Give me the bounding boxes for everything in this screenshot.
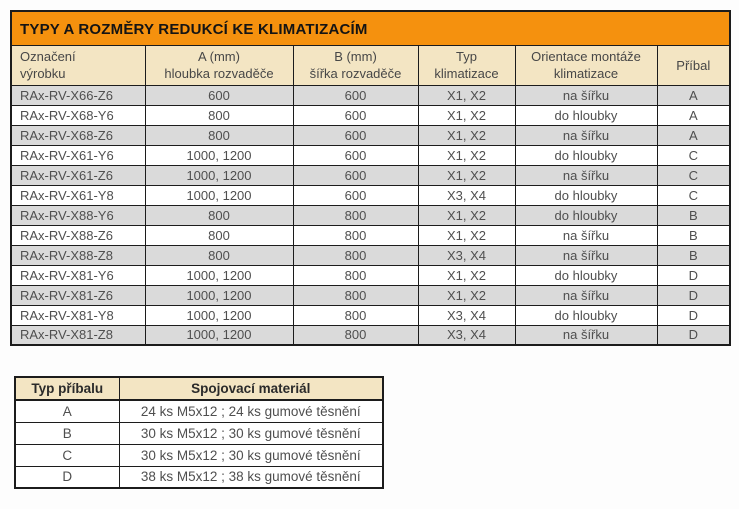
header-line: šířka rozvaděče: [309, 66, 402, 81]
orientation-cell: na šířku: [515, 85, 657, 105]
package-type-cell: A: [15, 400, 119, 422]
header-line: Příbal: [676, 57, 711, 73]
ac-type-cell: X1, X2: [418, 285, 515, 305]
column-header-width-b: [293, 45, 418, 85]
header-line: Označení: [20, 49, 76, 64]
connecting-material-cell: 24 ks M5x12 ; 24 ks gumové těsnění: [119, 400, 383, 422]
product-code-cell: RAx-RV-X81-Z6: [11, 285, 145, 305]
depth-a-cell: 1000, 1200: [145, 285, 293, 305]
header-line: A (mm): [198, 49, 240, 64]
ac-type-cell: X3, X4: [418, 325, 515, 345]
width-b-cell: 600: [293, 105, 418, 125]
orientation-cell: do hloubky: [515, 185, 657, 205]
package-type-cell: D: [15, 466, 119, 488]
depth-a-cell: 800: [145, 245, 293, 265]
header-line: B (mm): [334, 49, 377, 64]
ac-type-cell: X1, X2: [418, 145, 515, 165]
package-type-cell: A: [657, 125, 730, 145]
package-type-cell: B: [657, 245, 730, 265]
product-code-cell: RAx-RV-X88-Y6: [11, 205, 145, 225]
product-code-cell: RAx-RV-X61-Y6: [11, 145, 145, 165]
connecting-material-cell: 38 ks M5x12 ; 38 ks gumové těsnění: [119, 466, 383, 488]
product-code-cell: RAx-RV-X68-Z6: [11, 125, 145, 145]
column-header-ac-type: [418, 45, 515, 85]
package-type-cell: C: [15, 444, 119, 466]
orientation-cell: do hloubky: [515, 205, 657, 225]
orientation-cell: do hloubky: [515, 265, 657, 285]
header-line: klimatizace: [434, 66, 499, 81]
table-row: [11, 145, 730, 165]
depth-a-cell: 1000, 1200: [145, 265, 293, 285]
orientation-cell: na šířku: [515, 125, 657, 145]
product-code-cell: RAx-RV-X61-Z6: [11, 165, 145, 185]
ac-type-cell: X1, X2: [418, 85, 515, 105]
product-code-cell: RAx-RV-X66-Z6: [11, 85, 145, 105]
table-row: [11, 225, 730, 245]
accessory-header-row: [15, 377, 383, 400]
product-code-cell: RAx-RV-X81-Y6: [11, 265, 145, 285]
orientation-cell: na šířku: [515, 225, 657, 245]
ac-type-cell: X1, X2: [418, 205, 515, 225]
column-header-orientation: [515, 45, 657, 85]
package-type-cell: C: [657, 185, 730, 205]
table-row: [11, 125, 730, 145]
accessory-row: [15, 400, 383, 422]
depth-a-cell: 1000, 1200: [145, 185, 293, 205]
header-row: [11, 45, 730, 85]
package-type-cell: B: [657, 205, 730, 225]
ac-type-cell: X3, X4: [418, 245, 515, 265]
depth-a-cell: 1000, 1200: [145, 145, 293, 165]
column-header-package: [657, 45, 730, 85]
accessory-row: [15, 444, 383, 466]
title-row: [11, 11, 730, 45]
orientation-cell: na šířku: [515, 285, 657, 305]
ac-type-cell: X1, X2: [418, 105, 515, 125]
width-b-cell: 600: [293, 165, 418, 185]
product-code-cell: RAx-RV-X61-Y8: [11, 185, 145, 205]
package-type-cell: D: [657, 285, 730, 305]
width-b-cell: 600: [293, 185, 418, 205]
accessory-row: [15, 466, 383, 488]
depth-a-cell: 1000, 1200: [145, 165, 293, 185]
product-code-cell: RAx-RV-X68-Y6: [11, 105, 145, 125]
package-type-cell: C: [657, 145, 730, 165]
package-type-cell: D: [657, 325, 730, 345]
package-type-cell: D: [657, 265, 730, 285]
depth-a-cell: 800: [145, 205, 293, 225]
connecting-material-cell: 30 ks M5x12 ; 30 ks gumové těsnění: [119, 444, 383, 466]
product-code-cell: RAx-RV-X88-Z6: [11, 225, 145, 245]
depth-a-cell: 1000, 1200: [145, 325, 293, 345]
orientation-cell: na šířku: [515, 165, 657, 185]
connecting-material-cell: 30 ks M5x12 ; 30 ks gumové těsnění: [119, 422, 383, 444]
depth-a-cell: 1000, 1200: [145, 305, 293, 325]
package-type-cell: C: [657, 165, 730, 185]
column-header-connecting-material: Spojovací materiál: [119, 377, 383, 400]
orientation-cell: do hloubky: [515, 145, 657, 165]
width-b-cell: 800: [293, 325, 418, 345]
accessory-table: [14, 376, 384, 489]
header-line: Orientace montáže: [531, 49, 641, 64]
column-header-package-type: Typ příbalu: [15, 377, 119, 400]
depth-a-cell: 800: [145, 125, 293, 145]
package-type-cell: D: [657, 305, 730, 325]
table-row: [11, 85, 730, 105]
table-row: [11, 165, 730, 185]
accessory-row: [15, 422, 383, 444]
product-code-cell: RAx-RV-X81-Y8: [11, 305, 145, 325]
ac-type-cell: X1, X2: [418, 225, 515, 245]
table-row: [11, 325, 730, 345]
orientation-cell: do hloubky: [515, 305, 657, 325]
width-b-cell: 600: [293, 85, 418, 105]
ac-type-cell: X1, X2: [418, 125, 515, 145]
ac-type-cell: X3, X4: [418, 185, 515, 205]
orientation-cell: na šířku: [515, 245, 657, 265]
ac-type-cell: X3, X4: [418, 305, 515, 325]
table-row: [11, 245, 730, 265]
width-b-cell: 800: [293, 225, 418, 245]
column-header-depth-a: [145, 45, 293, 85]
table-row: [11, 305, 730, 325]
package-type-cell: A: [657, 105, 730, 125]
width-b-cell: 600: [293, 125, 418, 145]
width-b-cell: 800: [293, 305, 418, 325]
table-row: [11, 105, 730, 125]
product-code-cell: RAx-RV-X81-Z8: [11, 325, 145, 345]
table-row: [11, 185, 730, 205]
header-line: hloubka rozvaděče: [164, 66, 274, 81]
table-row: [11, 285, 730, 305]
table-title: TYPY A ROZMĚRY REDUKCÍ KE KLIMATIZACÍM: [11, 11, 730, 45]
header-line: Typ: [456, 49, 477, 64]
table-row: [11, 265, 730, 285]
width-b-cell: 800: [293, 265, 418, 285]
width-b-cell: 800: [293, 205, 418, 225]
ac-type-cell: X1, X2: [418, 165, 515, 185]
depth-a-cell: 800: [145, 105, 293, 125]
orientation-cell: na šířku: [515, 325, 657, 345]
depth-a-cell: 800: [145, 225, 293, 245]
column-header-product: [11, 45, 145, 85]
table-row: [11, 205, 730, 225]
ac-type-cell: X1, X2: [418, 265, 515, 285]
product-code-cell: RAx-RV-X88-Z8: [11, 245, 145, 265]
package-type-cell: B: [15, 422, 119, 444]
width-b-cell: 600: [293, 145, 418, 165]
depth-a-cell: 600: [145, 85, 293, 105]
package-type-cell: B: [657, 225, 730, 245]
package-type-cell: A: [657, 85, 730, 105]
dimensions-table: [10, 10, 731, 346]
width-b-cell: 800: [293, 285, 418, 305]
width-b-cell: 800: [293, 245, 418, 265]
header-line: klimatizace: [553, 66, 619, 81]
header-line: výrobku: [20, 66, 66, 81]
orientation-cell: do hloubky: [515, 105, 657, 125]
